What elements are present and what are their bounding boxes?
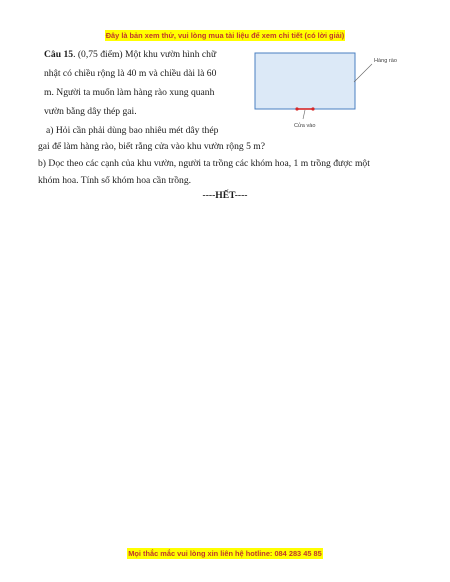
gate-left-dot <box>295 107 298 110</box>
gate-right-dot <box>311 107 314 110</box>
fence-label: Hàng rào <box>374 58 398 64</box>
garden-diagram <box>250 50 420 135</box>
question-points: . (0,75 điểm) Một khu vườn hình chữ <box>73 49 217 60</box>
hotline-footer <box>0 549 450 558</box>
question-label: Câu 15 <box>44 49 74 60</box>
part-a-line-2: gai để làm hàng rào, biết rằng cửa vào khu vườn rộng 5 m? <box>38 141 265 152</box>
preview-notice-banner <box>0 31 450 40</box>
fence-pointer-line <box>354 64 372 82</box>
preview-notice-text: Đây là bản xem thử, vui lòng mua tài liệu để xem chi tiết (có lời giải) <box>105 31 345 40</box>
part-b-line-2: khóm hoa. Tính số khóm hoa cần trồng. <box>38 175 192 186</box>
part-a-line-1: a) Hỏi cần phải dùng bao nhiêu mét dây thép <box>46 125 219 136</box>
gate-label: Cửa vào <box>294 123 316 129</box>
question-line-2: m. Người ta muốn làm hàng rào xung quanh <box>44 87 215 98</box>
question-heading-line <box>44 48 216 61</box>
end-marker: ----HẾT---- <box>202 190 248 201</box>
question-line-3: vườn bằng dây thép gai. <box>44 106 137 117</box>
part-b-line-1: b) Dọc theo các cạnh của khu vườn, người ta trồng các khóm hoa, 1 m trồng được một <box>38 158 370 169</box>
hotline-text: Mọi thắc mắc vui lòng xin liên hệ hotline: 084 283 45 85 <box>128 549 322 558</box>
question-line-1: nhật có chiều rộng là 40 m và chiều dài là 60 <box>44 68 217 79</box>
gate-pointer-line <box>303 110 305 119</box>
garden-rectangle <box>255 53 355 109</box>
